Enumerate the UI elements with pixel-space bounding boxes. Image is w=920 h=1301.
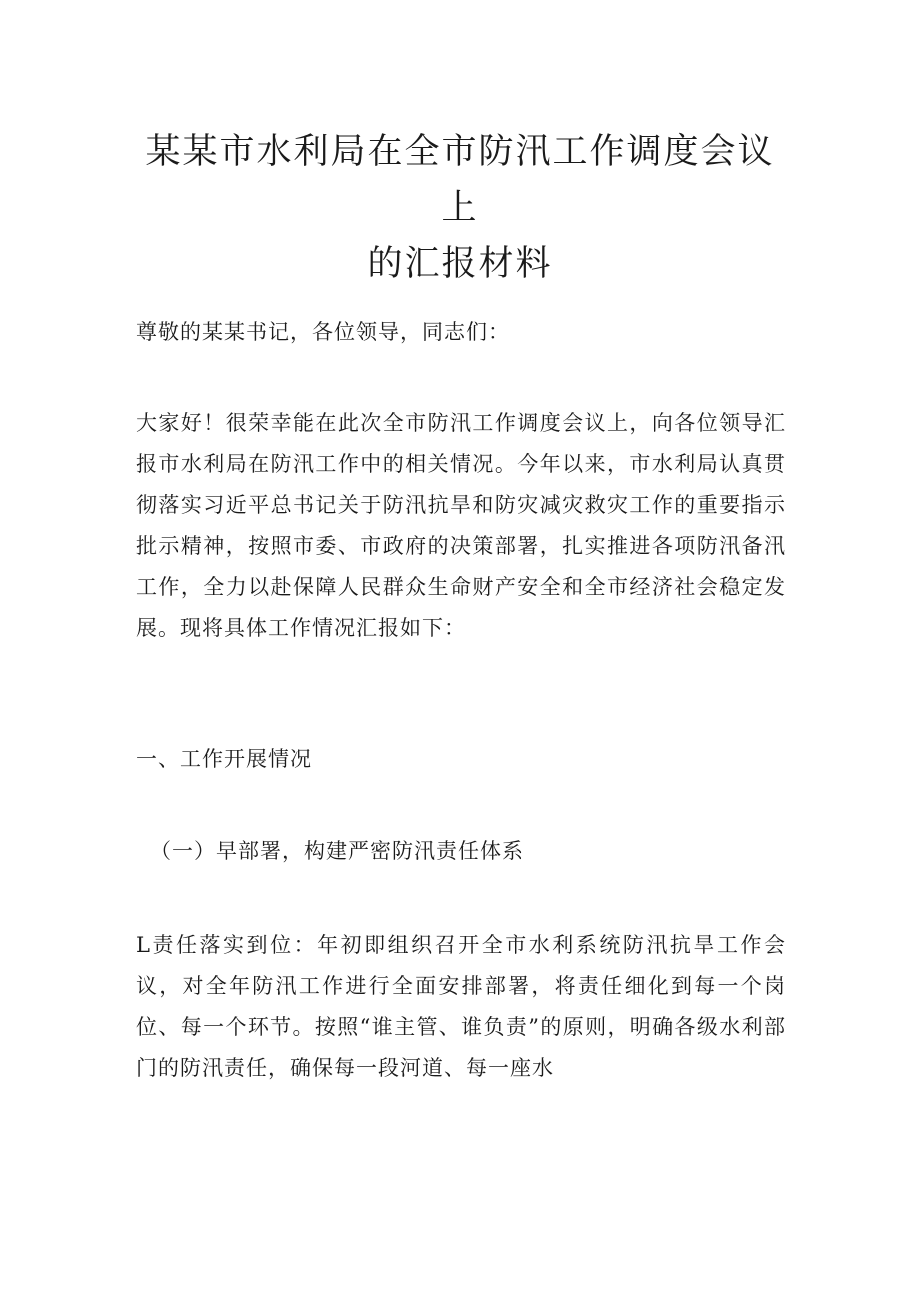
document-title	[130, 124, 790, 292]
title-line-2: 的汇报材料	[367, 244, 553, 284]
title-line-1: 某某市水利局在全市防汛工作调度会议上	[145, 132, 775, 228]
intro-paragraph: 大家好！很荣幸能在此次全市防汛工作调度会议上，向各位领导汇报市水利局在防汛工作中的相关情况。今年以来，市水利局认真贯彻落实习近平总书记关于防汛抗旱和防灾减灾救灾工作的重要指示批示精神，按照市委、市政府的决策部署，扎实推进各项防汛备汛工作，全力以赴保障人民群众生命财产安全和全市经济社会稳定发展。现将具体工作情况汇报如下：	[136, 411, 786, 640]
body-paragraph: L责任落实到位：年初即组织召开全市水利系统防汛抗旱工作会议，对全年防汛工作进行全面安排部署，将责任细化到每一个岗位、每一个环节。按照“谁主管、谁负责”的原则，明确各级水利部门的防汛责任，确保每一段河道、每一座水	[136, 933, 786, 1080]
subsection-heading: （一）早部署，构建严密防汛责任体系	[150, 839, 524, 863]
section-heading: 一、工作开展情况	[136, 747, 312, 771]
salutation: 尊敬的某某书记，各位领导，同志们：	[136, 320, 510, 344]
